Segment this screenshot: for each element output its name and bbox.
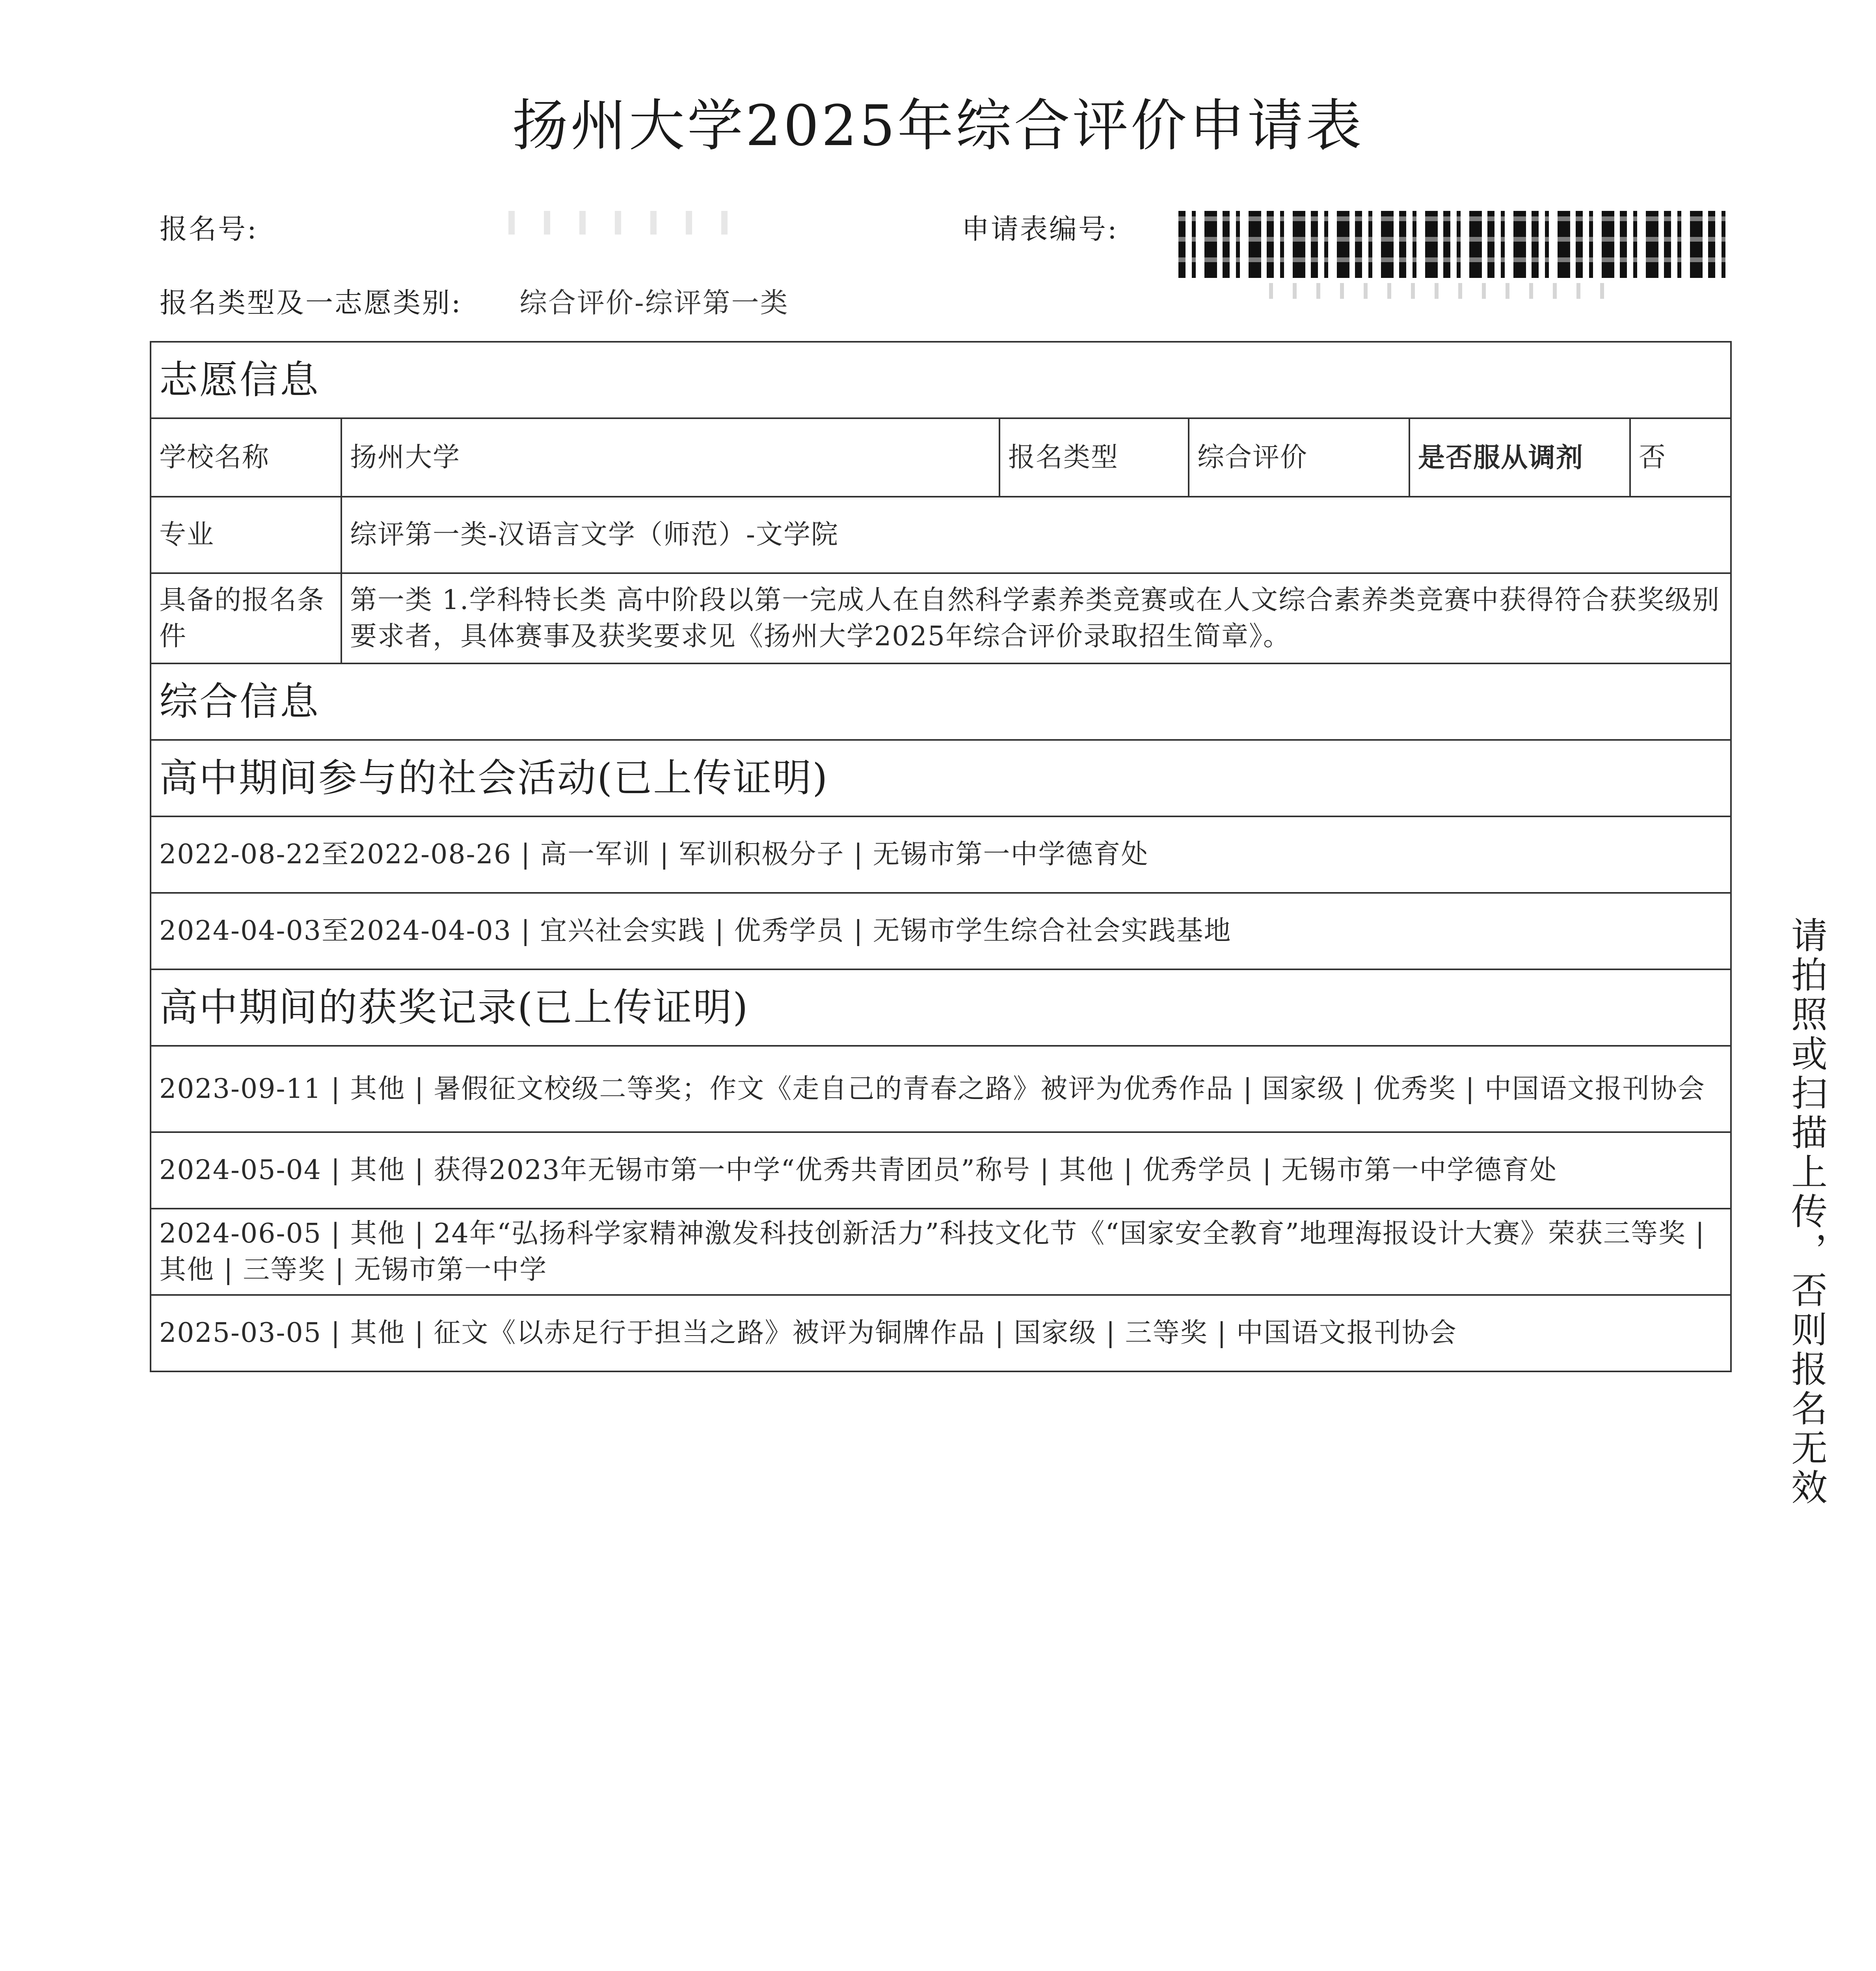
- accept-adjustment-value: 否: [1630, 418, 1731, 497]
- side-upload-note: 请拍照或扫描上传，否则报名无效: [1785, 917, 1828, 1508]
- form-title: 扬州大学2025年综合评价申请表: [512, 93, 1364, 158]
- activity-item: 2024-04-03至2024-04-03 | 宜兴社会实践 | 优秀学员 | 无锡市学生综合社会实践基地: [151, 893, 1731, 969]
- school-name-value: 扬州大学: [341, 418, 999, 497]
- award-item: 2024-05-04 | 其他 | 获得2023年无锡市第一中学“优秀共青团员”称号 | 其他 | 优秀学员 | 无锡市第一中学德育处: [151, 1132, 1731, 1209]
- list-item: [151, 1209, 1731, 1295]
- registration-number-label: 报名号:: [160, 213, 258, 245]
- activities-title: 高中期间参与的社会活动(已上传证明): [151, 740, 1731, 816]
- school-name-label: 学校名称: [151, 418, 341, 497]
- awards-title: 高中期间的获奖记录(已上传证明): [151, 969, 1731, 1046]
- award-item: 2024-06-05 | 其他 | 24年“弘扬科学家精神激发科技创新活力”科技文化节《“国家安全教育”地理海报设计大赛》荣获三等奖 | 其他 | 三等奖 | 无锡市第一中学: [151, 1209, 1731, 1295]
- section-intent-title: 志愿信息: [151, 342, 1731, 418]
- list-item: [151, 1046, 1731, 1132]
- table-row: [151, 573, 1731, 663]
- major-label: 专业: [151, 497, 341, 573]
- list-item: [151, 1132, 1731, 1209]
- section-overall-title: 综合信息: [151, 663, 1731, 740]
- table-row: [151, 418, 1731, 497]
- list-item: [151, 1295, 1731, 1371]
- registration-number-redacted: [508, 211, 753, 235]
- registration-type-label: 报名类型及一志愿类别:: [160, 287, 462, 319]
- barcode-tail: [1269, 283, 1624, 299]
- major-value: 综评第一类-汉语言文学（师范）-文学院: [341, 497, 1731, 573]
- table-row: [151, 497, 1731, 573]
- conditions-label: 具备的报名条件: [151, 573, 341, 663]
- application-number-label: 申请表编号:: [962, 213, 1119, 245]
- application-table: [150, 341, 1732, 1372]
- conditions-value: 第一类 1.学科特长类 高中阶段以第一完成人在自然科学素养类竞赛或在人文综合素养类竞赛中获得符合获奖级别要求者，具体赛事及获奖要求见《扬州大学2025年综合评价录取招生简章》。: [341, 573, 1731, 663]
- list-item: [151, 816, 1731, 893]
- registration-type-value: 综合评价-综评第一类: [519, 287, 789, 319]
- accept-adjustment-label: 是否服从调剂: [1409, 418, 1630, 497]
- registration-type-cell-label: 报名类型: [999, 418, 1189, 497]
- award-item: 2025-03-05 | 其他 | 征文《以赤足行于担当之路》被评为铜牌作品 | 国家级 | 三等奖 | 中国语文报刊协会: [151, 1295, 1731, 1371]
- list-item: [151, 893, 1731, 969]
- registration-type-cell-value: 综合评价: [1189, 418, 1409, 497]
- activity-item: 2022-08-22至2022-08-26 | 高一军训 | 军训积极分子 | 无锡市第一中学德育处: [151, 816, 1731, 893]
- application-number-barcode: [1178, 211, 1730, 278]
- award-item: 2023-09-11 | 其他 | 暑假征文校级二等奖；作文《走自己的青春之路》被评为优秀作品 | 国家级 | 优秀奖 | 中国语文报刊协会: [151, 1046, 1731, 1132]
